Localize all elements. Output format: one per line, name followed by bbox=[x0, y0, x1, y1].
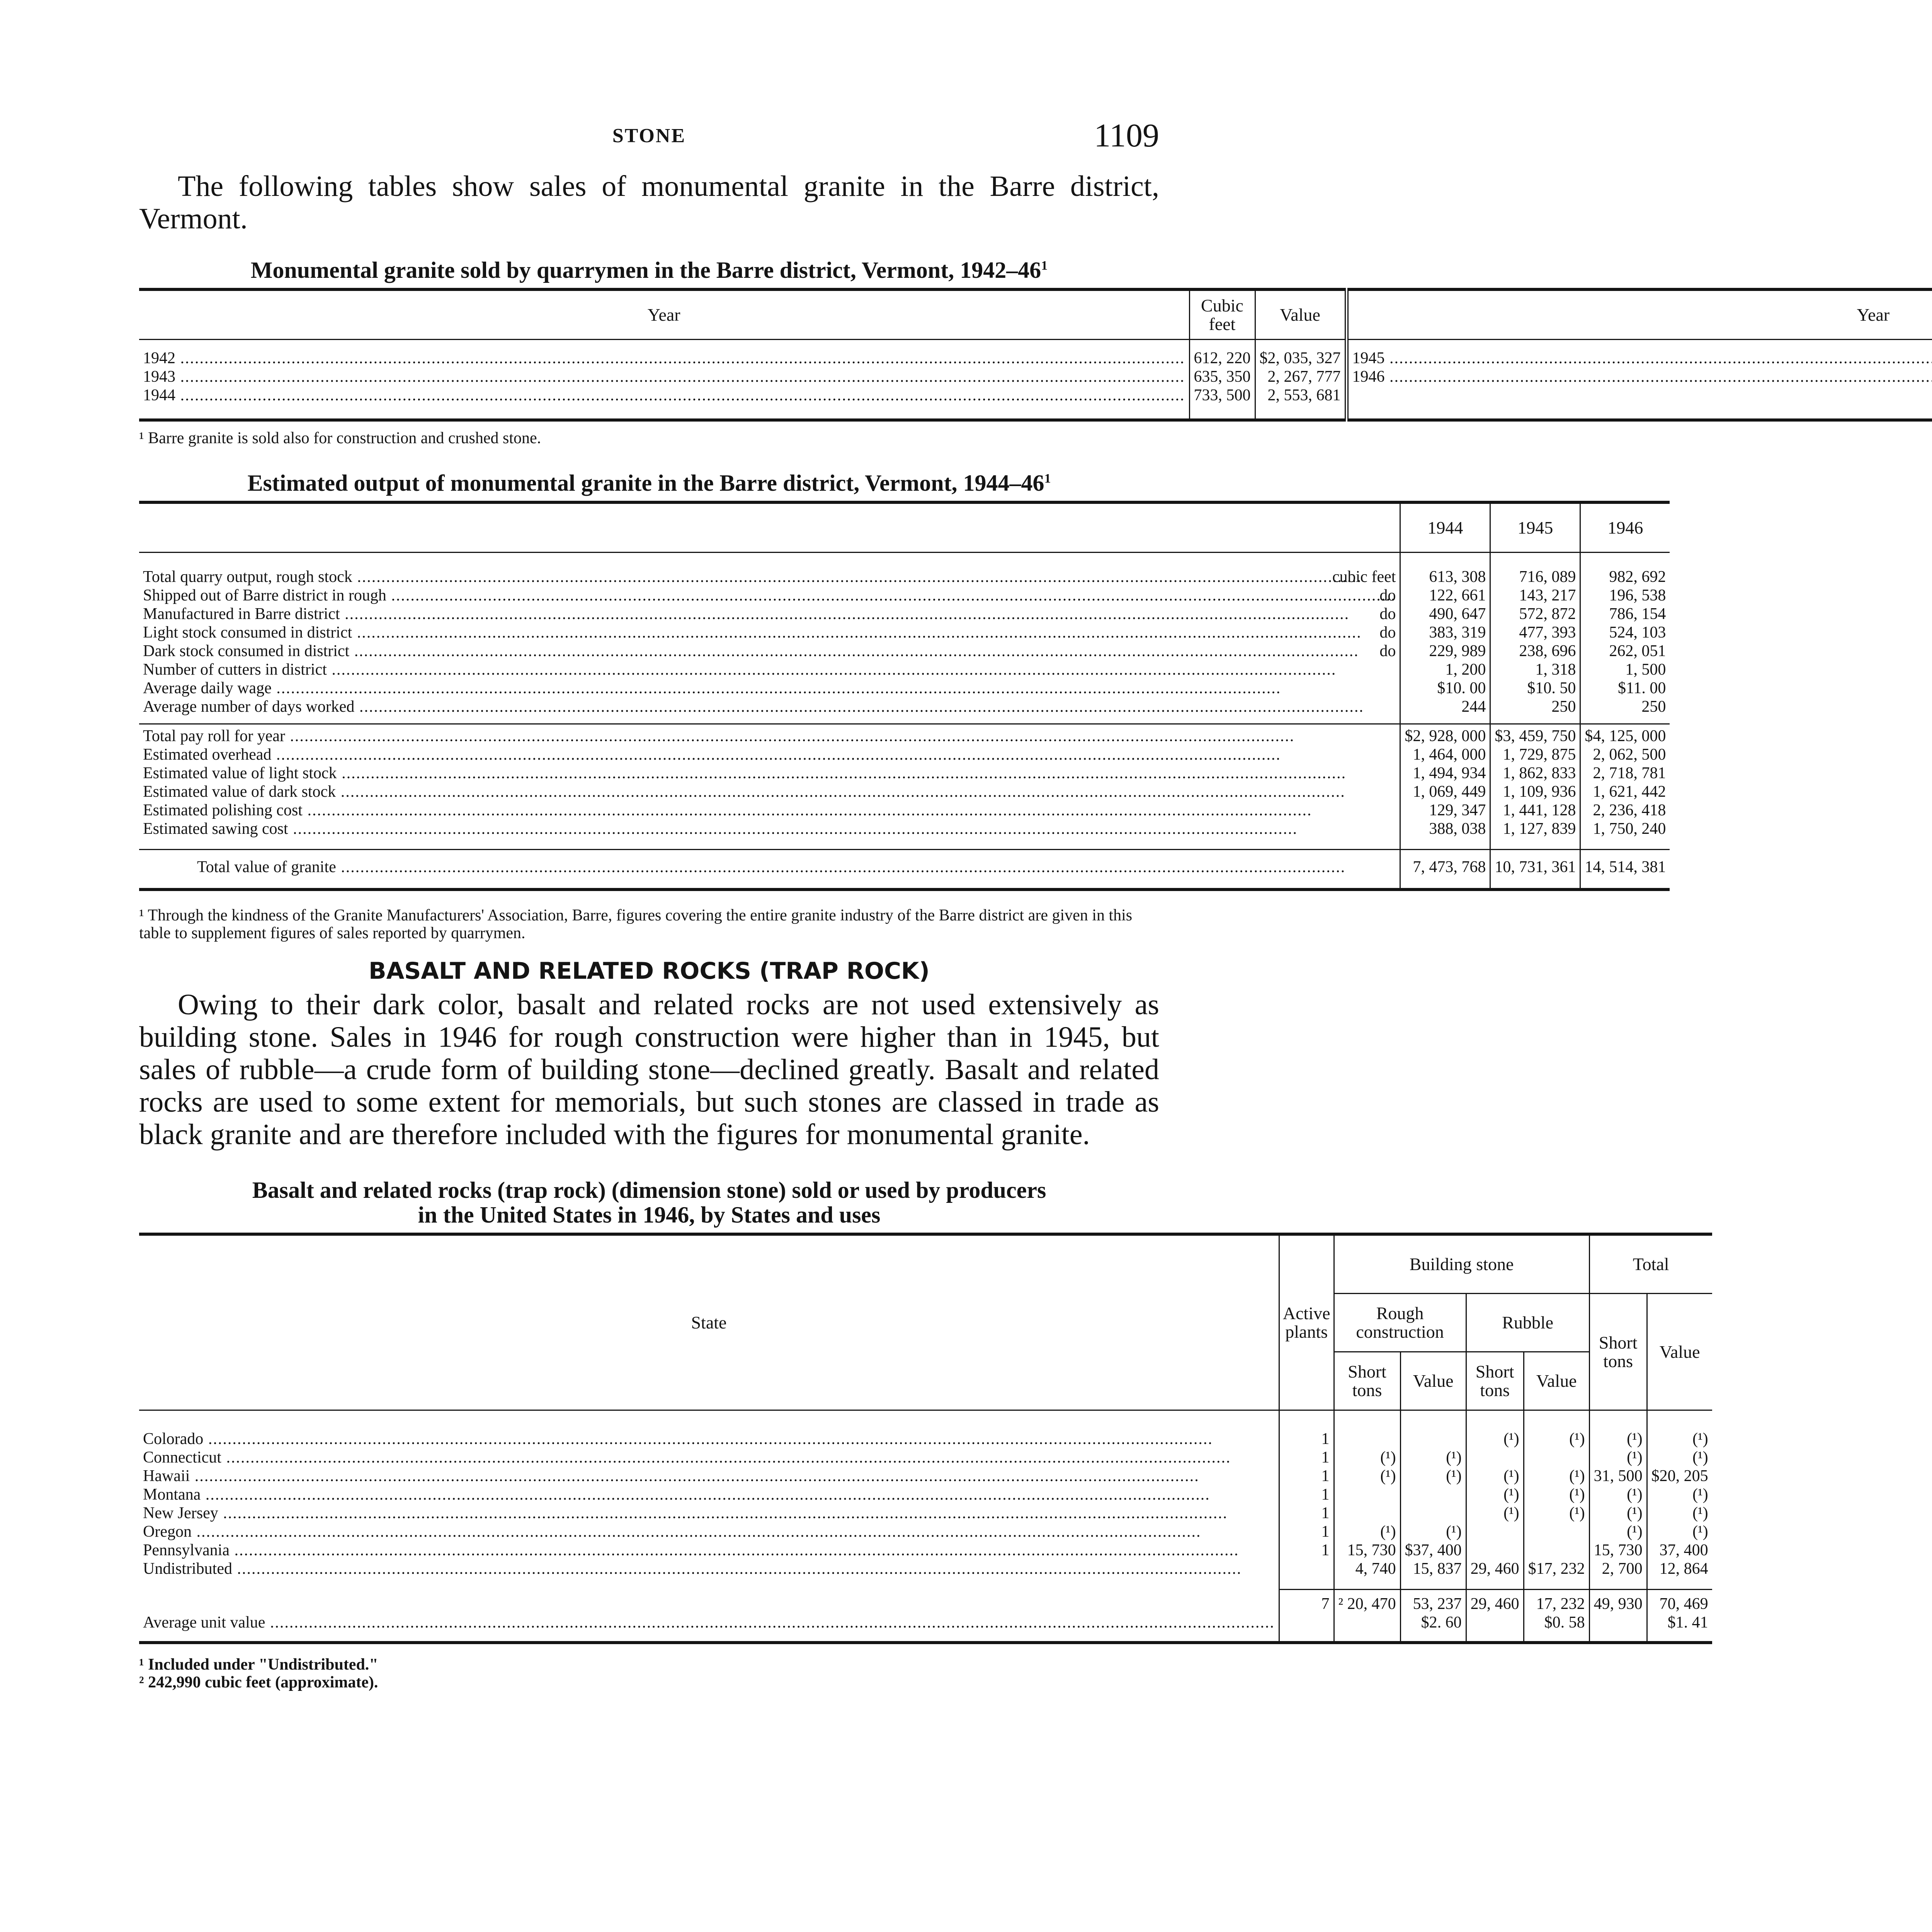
table-row: 1943 ..... 635, 350 2, 267, 777 1946 ..... bbox=[139, 367, 1932, 386]
table-row: Estimated polishing cost ..... 129, 347 1, 441, 128 2, 236, 418 bbox=[139, 801, 1670, 820]
table2-total-row: Total value of granite ..... 7, 473, 768 10, 731, 361 14, 514, 381 bbox=[139, 850, 1670, 890]
table1-caption: Monumental granite sold by quarrymen in the Barre district, Vermont, $1942-46^1$ bbox=[250, 257, 1048, 283]
table-row: Estimated sawing cost ..... 388, 038 1, 127, 839 1, 750, 240 bbox=[139, 820, 1670, 838]
table-row: Estimated value of light stock ..... 1, 494, 934 1, 862, 833 2, 718, 781 bbox=[139, 764, 1670, 782]
table-row: Number of cutters in district ..... 1, 200 1, 318 1, 500 bbox=[139, 660, 1670, 679]
t2-h-1944: 1944 bbox=[1400, 502, 1490, 553]
page-number: 1109 bbox=[1094, 117, 1159, 154]
table-row: Total quarry output, rough stock cubic feet ..... 613, 308 716, 089 982, 692 bbox=[139, 568, 1670, 586]
intro-paragraph: The following tables show sales of monumental granite in the Barre district, Vermont. bbox=[139, 170, 1159, 235]
table3-totals-row: 7 ² 20, 470 53, 237 29, 460 17, 232 49, 930 70, 469 bbox=[139, 1590, 1712, 1614]
table2-caption: Estimated output of monumental granite in the Barre district, Vermont, $1944-46^1$ bbox=[247, 470, 1051, 496]
table-row: Connecticut ..... 1 (¹) (¹) (¹) (¹) bbox=[139, 1448, 1712, 1467]
table-row: Estimated overhead ..... 1, 464, 000 1, 729, 875 2, 062, 500 bbox=[139, 745, 1670, 764]
table-row: Oregon ..... 1 (¹) (¹) (¹) (¹) bbox=[139, 1522, 1712, 1541]
section-paragraph: Owing to their dark color, basalt and related rocks are not used extensively as building stone. Sales in 1946 for rough construction were higher than in 1945, but sales of rubble—a crude form of building stone—declined greatly. Basalt and related rocks are used to some extent for memorials, but such stones are classed in trade as black granite and are therefore included with the figures for monumental granite. bbox=[139, 988, 1159, 1151]
table-row: Manufactured in Barre district do ..... 490, 647 572, 872 786, 154 bbox=[139, 605, 1670, 623]
table-row: Pennsylvania ..... 1 15, 730 $37, 400 15, 730 37, 400 bbox=[139, 1541, 1712, 1560]
t2-h-1946: 1946 bbox=[1580, 502, 1670, 553]
table-row: 1942 ..... 612, 220 $2, 035, 327 1945 ..... bbox=[139, 349, 1932, 367]
table-row: Montana ..... 1 (¹) (¹) (¹) (¹) bbox=[139, 1485, 1712, 1504]
table2-footnote: ¹ Through the kindness of the Granite Manufacturers' Association, Barre, figures covering the entire granite industry of the Barre district are given in this table to supplement figures of sales reported by quarrymen. bbox=[139, 906, 1133, 942]
t1-h-value: Value bbox=[1255, 289, 1347, 340]
t3-h-state: State bbox=[139, 1234, 1279, 1410]
table1-header-row bbox=[139, 289, 1932, 340]
table-row: Dark stock consumed in district do ..... 229, 989 238, 696 262, 051 bbox=[139, 642, 1670, 660]
table-row: Average number of days worked ..... 244 250 250 bbox=[139, 697, 1670, 716]
t2-h-1945: 1945 bbox=[1490, 502, 1580, 553]
table-row: 1944 ..... 733, 500 2, 553, 681 bbox=[139, 386, 1932, 405]
table-row: Total pay roll for year ..... $2, 928, 000 $3, 459, 750 $4, 125, 000 bbox=[139, 724, 1670, 745]
table3-average-row: Average unit value ..... $2. 60 $0. 58 $1. 41 bbox=[139, 1613, 1712, 1643]
table3 bbox=[139, 1233, 1712, 1644]
table-row: Colorado ..... 1 (¹) (¹) (¹) (¹) bbox=[139, 1430, 1712, 1448]
table3-footnote-1: ¹ Included under "Undistributed." bbox=[139, 1656, 378, 1673]
t3-h-total-value: Value bbox=[1647, 1294, 1712, 1410]
t3-h-rubble: Rubble bbox=[1466, 1294, 1589, 1352]
t1-h-year2: Year bbox=[1347, 289, 1932, 340]
table3-caption: Basalt and related rocks (trap rock) (dimension stone) sold or used by producers in the United States in 1946, by States and uses bbox=[252, 1177, 1046, 1228]
t3-h-rough-tons: Short tons bbox=[1334, 1352, 1400, 1410]
page bbox=[139, 116, 1890, 1691]
t3-h-building: Building stone bbox=[1334, 1234, 1589, 1294]
table2-header-row bbox=[139, 502, 1670, 553]
table1 bbox=[139, 288, 1932, 422]
running-header bbox=[139, 116, 1159, 158]
t3-h-total: Total bbox=[1589, 1234, 1712, 1294]
t1-h-cubic: Cubic feet bbox=[1189, 289, 1255, 340]
section-heading: BASALT AND RELATED ROCKS (TRAP ROCK) bbox=[369, 957, 930, 985]
table-row: Light stock consumed in district do ..... 383, 319 477, 393 524, 103 bbox=[139, 623, 1670, 642]
table2 bbox=[139, 501, 1670, 891]
t3-h-active: Active plants bbox=[1279, 1234, 1334, 1410]
t3-h-rough-value: Value bbox=[1400, 1352, 1466, 1410]
table-row: Hawaii ..... 1 (¹) (¹) (¹) (¹) 31, 500 $20, 205 bbox=[139, 1467, 1712, 1485]
t3-h-rough: Rough construction bbox=[1334, 1294, 1466, 1352]
t3-h-rubble-value: Value bbox=[1524, 1352, 1589, 1410]
table-row: Shipped out of Barre district in rough do ..... 122, 661 143, 217 196, 538 bbox=[139, 586, 1670, 605]
table-row: New Jersey ..... 1 (¹) (¹) (¹) (¹) bbox=[139, 1504, 1712, 1522]
t1-h-year: Year bbox=[647, 305, 680, 325]
header-title: STONE bbox=[612, 125, 686, 147]
t3-h-total-tons: Short tons bbox=[1589, 1294, 1647, 1410]
table1-footnote: ¹ Barre granite is sold also for construction and crushed stone. bbox=[139, 429, 541, 447]
table-row: Average daily wage ..... $10. 00 $10. 50 $11. 00 bbox=[139, 679, 1670, 697]
table-row: Estimated value of dark stock ..... 1, 069, 449 1, 109, 936 1, 621, 442 bbox=[139, 782, 1670, 801]
table-row: Undistributed ..... 4, 740 15, 837 29, 460 $17, 232 2, 700 12, 864 bbox=[139, 1560, 1712, 1578]
t3-h-rubble-tons: Short tons bbox=[1466, 1352, 1524, 1410]
table3-footnote-2: ² 242,990 cubic feet (approximate). bbox=[139, 1673, 378, 1691]
